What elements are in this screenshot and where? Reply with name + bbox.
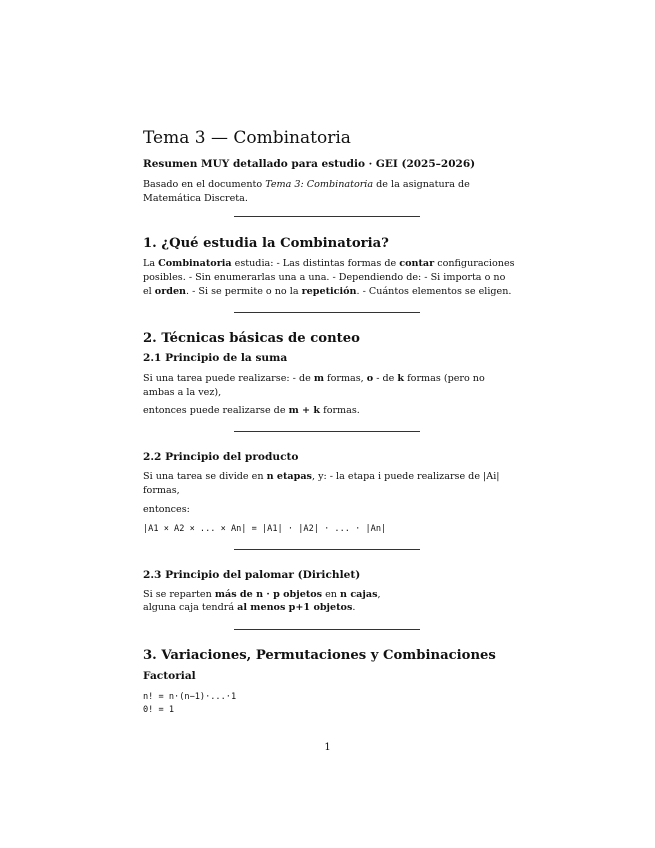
section-divider	[234, 629, 420, 630]
intro-paragraph: Basado en el documento Tema 3: Combinatoria de la asignatura de Matemática Discreta.	[143, 179, 470, 204]
section-divider	[234, 216, 420, 217]
factorial-formula-2: 0! = 1	[143, 705, 175, 715]
product-principle-then: entonces:	[143, 504, 190, 515]
subsection-heading-2-1: 2.1 Principio de la suma	[143, 352, 288, 364]
page-number: 1	[324, 742, 331, 753]
sum-principle-paragraph: Si una tarea puede realizarse: - de m formas, o - de k formas (pero no ambas a la vez),	[143, 373, 485, 398]
subsection-heading-2-3: 2.3 Principio del palomar (Dirichlet)	[143, 569, 361, 581]
product-formula: |A1 × A2 × ... × An| = |A1| · |A2| · ... · |An|	[143, 524, 387, 534]
pigeonhole-line-2: alguna caja tendrá al menos p+1 objetos.	[143, 602, 356, 613]
section-heading-2: 2. Técnicas básicas de conteo	[143, 331, 360, 346]
document-subtitle: Resumen MUY detallado para estudio · GEI (2025–2026)	[143, 158, 476, 170]
document-reference: Tema 3: Combinatoria	[265, 179, 374, 190]
product-principle-paragraph: Si una tarea se divide en n etapas, y: - la etapa i puede realizarse de |Ai| formas,	[143, 471, 500, 496]
section-divider	[234, 549, 420, 550]
factorial-formula-1: n! = n·(n−1)·...·1	[143, 692, 237, 702]
subsection-heading-factorial: Factorial	[143, 670, 196, 682]
document-title: Tema 3 — Combinatoria	[143, 128, 351, 148]
section-heading-1: 1. ¿Qué estudia la Combinatoria?	[143, 236, 389, 251]
section-divider	[234, 431, 420, 432]
pigeonhole-line-1: Si se reparten más de n · p objetos en n cajas,	[143, 589, 381, 600]
section-1-paragraph: La Combinatoria estudia: - Las distintas formas de contar configuraciones posibles. - Sin enumerarlas una a una. - Dependiendo de: - Si importa o no el orden. - Si se permite o no la repetición. - Cuántos elementos se eligen.	[143, 258, 515, 297]
subsection-heading-2-2: 2.2 Principio del producto	[143, 451, 299, 463]
sum-principle-conclusion: entonces puede realizarse de m + k formas.	[143, 405, 360, 416]
section-heading-3: 3. Variaciones, Permutaciones y Combinaciones	[143, 648, 496, 663]
section-divider	[234, 312, 420, 313]
